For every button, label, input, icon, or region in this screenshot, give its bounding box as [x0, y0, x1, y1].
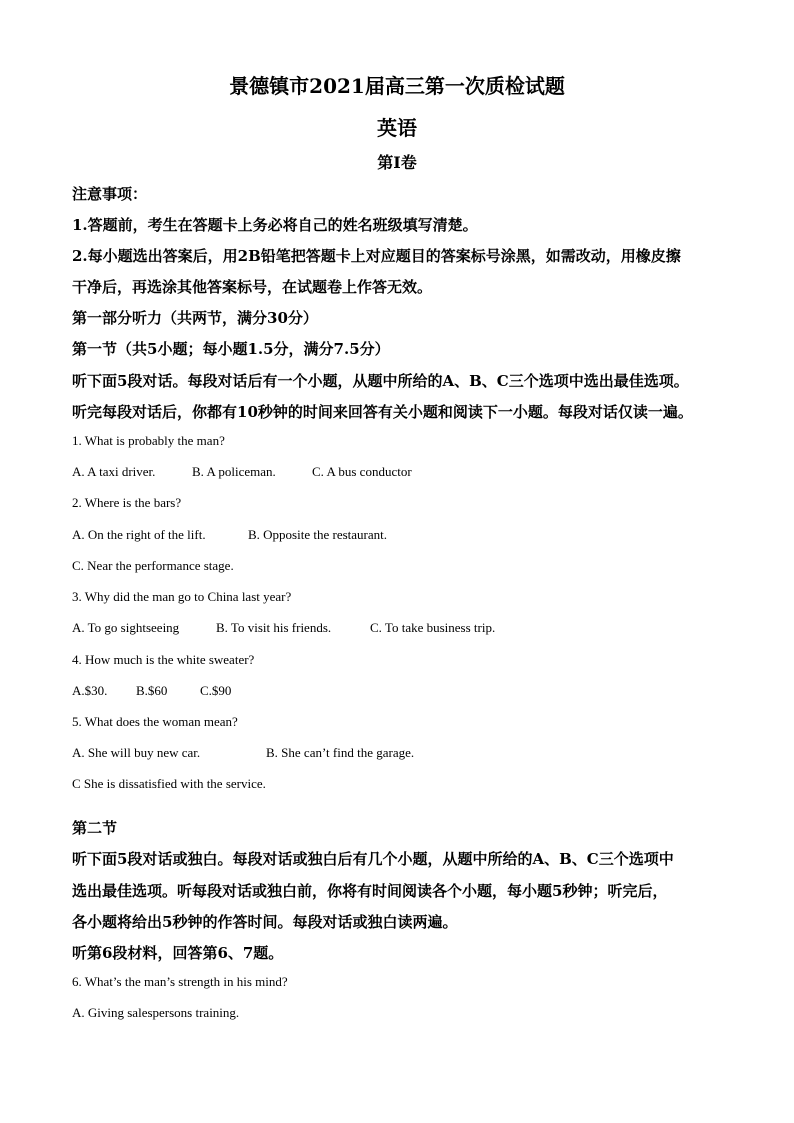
- question-3-option-b: B. To visit his friends.: [216, 620, 332, 635]
- section2-instruction-line-2: 选出最佳选项。听每段对话或独白前，你将有时间阅读各个小题，每小题5秒钟；听完后，: [72, 882, 668, 900]
- notes-item-2-line-1: 2.每小题选出答案后，用2B铅笔把答题卡上对应题目的答案标号涂黑，如需改动，用橡皮擦: [72, 247, 681, 265]
- material-6-heading: 听第6段材料，回答第6、7题。: [72, 944, 284, 962]
- question-4-option-b: B.$60: [136, 683, 168, 698]
- question-2-option-a: A. On the right of the lift.: [72, 527, 206, 542]
- question-1-option-a: A. A taxi driver.: [72, 464, 156, 479]
- question-1: 1. What is probably the man?: [72, 433, 225, 448]
- question-5-option-b: B. She can’t find the garage.: [266, 745, 415, 760]
- question-4-option-a: A.$30.: [72, 683, 108, 698]
- section2-heading: 第二节: [72, 819, 118, 837]
- section2-instruction-line-1: 听下面5段对话或独白。每段对话或独白后有几个小题，从题中所给的A、B、C三个选项中: [72, 850, 674, 868]
- section1-instruction-line-1: 听下面5段对话。每段对话后有一个小题，从题中所给的A、B、C三个选项中选出最佳选项。: [72, 372, 689, 390]
- question-3: 3. Why did the man go to China last year?: [72, 589, 292, 604]
- section1-heading: 第一节（共5小题；每小题1.5分，满分7.5分）: [72, 340, 390, 358]
- question-6-option-a: A. Giving salespersons training.: [72, 1005, 240, 1020]
- question-5-option-a: A. She will buy new car.: [72, 745, 201, 760]
- question-2-option-b: B. Opposite the restaurant.: [248, 527, 387, 542]
- section1-instruction-line-2: 听完每段对话后，你都有10秒钟的时间来回答有关小题和阅读下一小题。每段对话仅读一遍。: [72, 403, 693, 421]
- question-1-option-b: B. A policeman.: [192, 464, 276, 479]
- volume-label: 第I卷: [377, 153, 417, 172]
- notes-heading: 注意事项：: [72, 185, 148, 203]
- question-4: 4. How much is the white sweater?: [72, 652, 255, 667]
- question-4-option-c: C.$90: [200, 683, 232, 698]
- question-1-option-c: C. A bus conductor: [312, 464, 412, 479]
- question-6: 6. What’s the man’s strength in his mind?: [72, 974, 288, 989]
- section2-instruction-line-3: 各小题将给出5秒钟的作答时间。每段对话或独白读两遍。: [72, 913, 458, 931]
- subject-title: 英语: [377, 116, 417, 140]
- question-5: 5. What does the woman mean?: [72, 714, 238, 729]
- question-3-option-c: C. To take business trip.: [370, 620, 496, 635]
- question-3-option-a: A. To go sightseeing: [72, 620, 180, 635]
- notes-item-1: 1.答题前，考生在答题卡上务必将自己的姓名班级填写清楚。: [72, 216, 478, 234]
- notes-item-2-line-2: 干净后，再选涂其他答案标号，在试题卷上作答无效。: [72, 278, 433, 296]
- part1-heading: 第一部分听力（共两节，满分30分）: [72, 309, 318, 327]
- question-5-option-c: C She is dissatisfied with the service.: [72, 776, 266, 791]
- question-2-option-c: C. Near the performance stage.: [72, 558, 234, 573]
- question-2: 2. Where is the bars?: [72, 495, 182, 510]
- exam-title: 景德镇市2021届高三第一次质检试题: [229, 74, 565, 98]
